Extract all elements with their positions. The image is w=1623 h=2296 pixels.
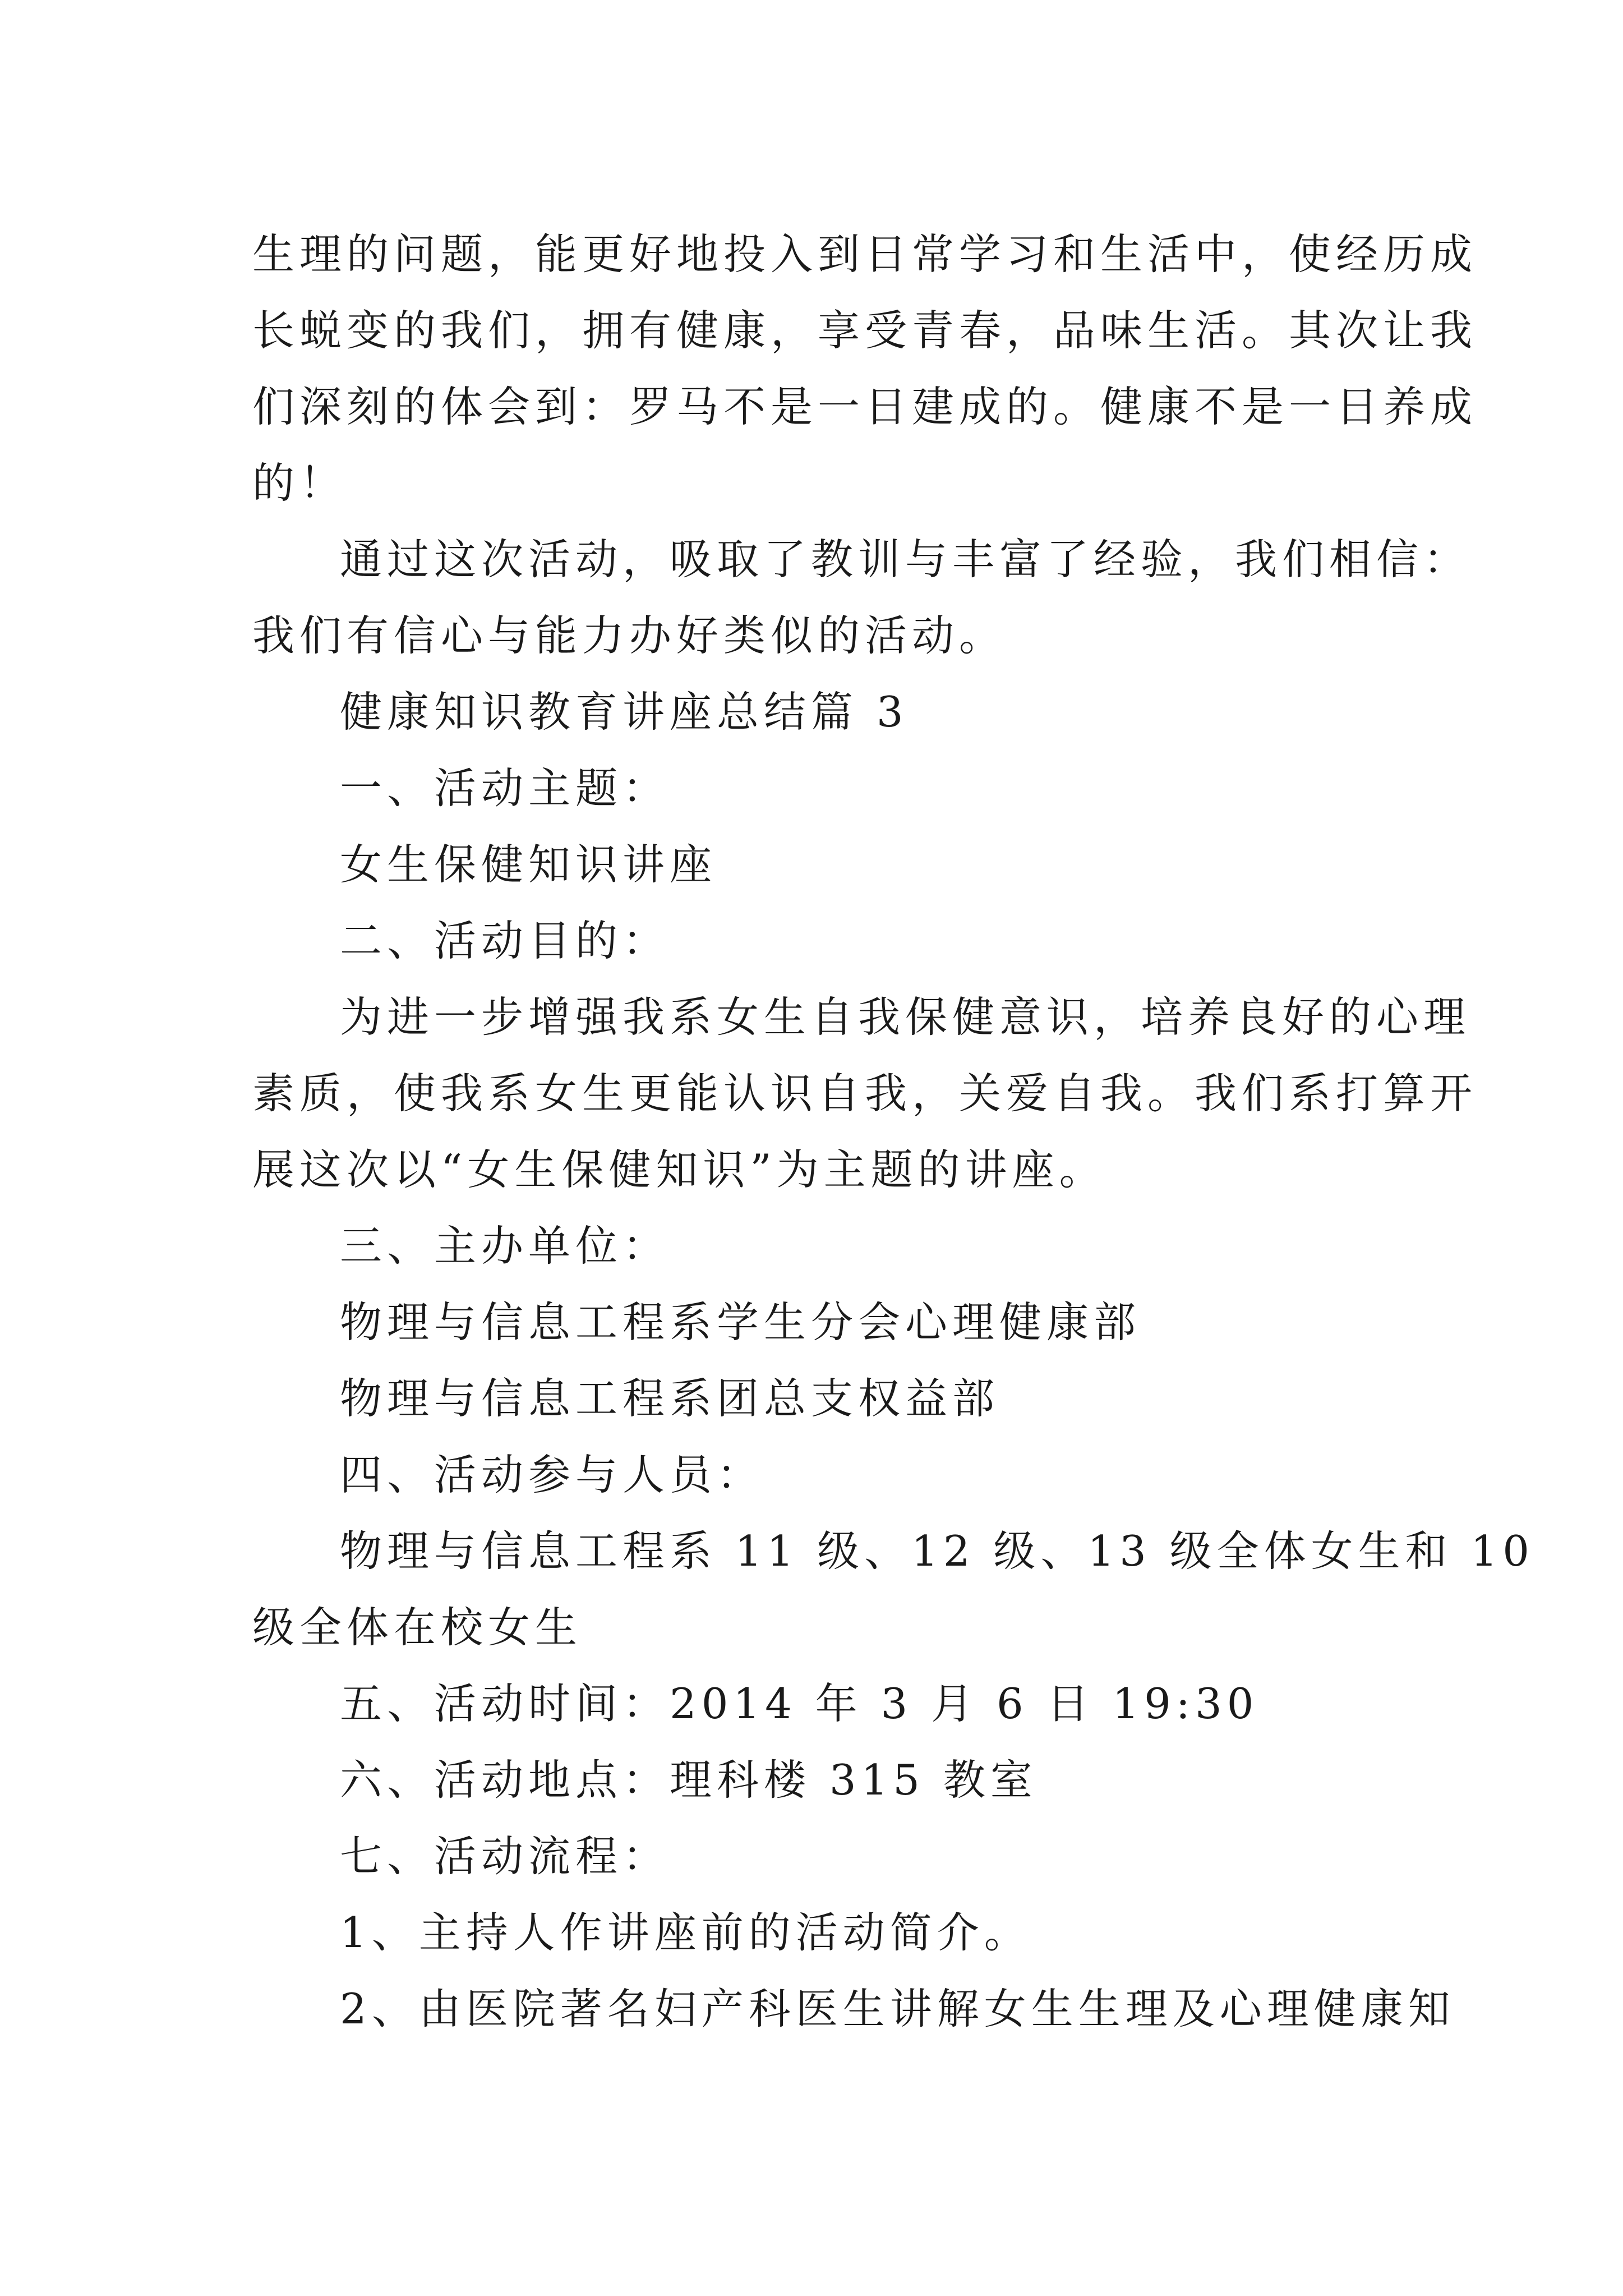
text-line: 七、活动流程： xyxy=(340,1832,670,1881)
text-line: 的！ xyxy=(252,458,347,508)
text-line: 物理与信息工程系学生分会心理健康部 xyxy=(340,1297,1141,1347)
text-line: 四、活动参与人员： xyxy=(340,1450,764,1499)
text-line: 三、主办单位： xyxy=(340,1221,670,1271)
heading-organizer xyxy=(252,1208,1380,1284)
section-title xyxy=(252,674,1380,750)
text-line: 健康知识教育讲座总结篇 3 xyxy=(340,687,909,737)
participants-text xyxy=(252,1513,1534,1665)
text-line: 二、活动目的： xyxy=(340,916,670,965)
activity-theme-value xyxy=(252,826,1380,903)
heading-activity-process xyxy=(252,1818,1380,1894)
text-line: 通过这次活动，吸取了教训与丰富了经验，我们相信： xyxy=(340,535,1471,584)
heading-activity-purpose xyxy=(252,903,1380,979)
process-step-1 xyxy=(252,1894,1380,1971)
text-line: 物理与信息工程系团总支权益部 xyxy=(340,1374,1000,1423)
text-line: 们深刻的体会到：罗马不是一日建成的。健康不是一日养成 xyxy=(252,382,1478,431)
heading-activity-theme xyxy=(252,750,1380,826)
heading-participants xyxy=(252,1437,1380,1513)
text-line: 展这次以“女生保健知识”为主题的讲座。 xyxy=(252,1145,1106,1194)
document-body xyxy=(252,216,1534,2047)
text-line: 2、由医院著名妇产科医生讲解女生生理及心理健康知 xyxy=(340,1984,1455,2033)
text-line: 生理的问题，能更好地投入到日常学习和生活中，使经历成 xyxy=(252,229,1478,279)
text-line: 一、活动主题： xyxy=(340,763,670,813)
text-line: 六、活动地点：理科楼 315 教室 xyxy=(340,1755,1038,1805)
paragraph-conclusion xyxy=(252,521,1471,674)
organizer-2 xyxy=(252,1360,1380,1437)
text-line: 五、活动时间：2014 年 3 月 6 日 19:30 xyxy=(340,1679,1259,1728)
activity-purpose-text xyxy=(252,979,1478,1208)
text-line: 1、主持人作讲座前的活动简介。 xyxy=(340,1908,1031,1957)
text-line: 级全体在校女生 xyxy=(252,1603,583,1652)
organizer-1 xyxy=(252,1284,1380,1360)
process-step-2 xyxy=(252,1971,1455,2047)
activity-location xyxy=(252,1742,1380,1818)
text-line: 我们有信心与能力办好类似的活动。 xyxy=(252,611,1007,660)
text-line: 为进一步增强我系女生自我保健意识，培养良好的心理 xyxy=(340,992,1471,1042)
activity-time xyxy=(252,1665,1380,1742)
paragraph-continuation xyxy=(252,216,1478,521)
text-line: 物理与信息工程系 11 级、12 级、13 级全体女生和 10 xyxy=(340,1526,1534,1576)
text-line: 长蜕变的我们，拥有健康，享受青春，品味生活。其次让我 xyxy=(252,306,1478,355)
text-line: 素质，使我系女生更能认识自我，关爱自我。我们系打算开 xyxy=(252,1069,1478,1118)
text-line: 女生保健知识讲座 xyxy=(340,840,717,889)
